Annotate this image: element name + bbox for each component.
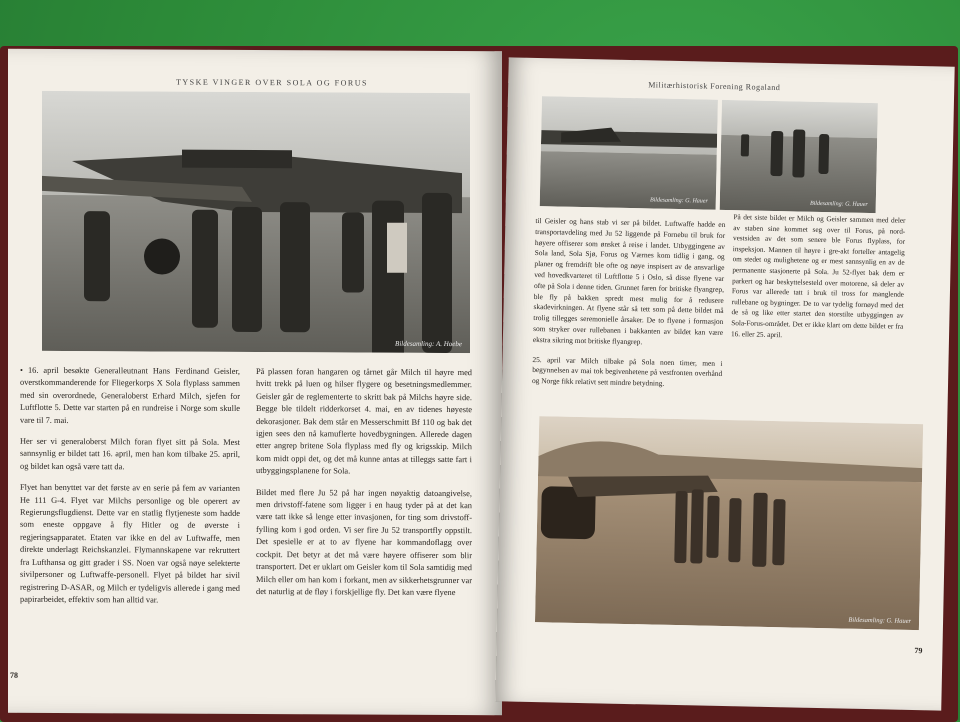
- left-page-number: 78: [10, 670, 18, 680]
- photo-milch-aircraft-figure: [42, 91, 470, 353]
- photo-forus-inspection: [535, 416, 923, 630]
- right-page-header: Militærhistorisk Forening Rogaland: [648, 80, 781, 93]
- right-page-number: 79: [914, 646, 923, 656]
- paragraph: På det siste bildet er Milch og Geisler sammen med deler av staben sine kommet seg over til Forus, på nord-vestsiden av det som senere ble Forus flyplass, for inspeksjon. Mannen til høyre i gre-akt forteller antagelig om stedet og mulighetene og er mest sannsynlig en av de permanente stasjonerte på Sola. Ju 52-flyet bak dem er parkert og har beskyttelsesteld over motorene, så deler av Forus var allerede tatt i bruk til tross for manglende rullebane og bygninger. De to var tydelig fornøyd med det de så og like etter startet den storstilte utbyggingen av Sola-Forus-området. Det er ikke klart om dette bildet er fra 16. eller 25. april.: [730, 213, 906, 339]
- photo-milch-aircraft: [42, 91, 470, 353]
- paragraph: På plassen foran hangaren og tårnet går Milch til høyre med hvitt trekk på luen og hilser flygere og besetningsmedlemmer. Geisler går de reglementerte to skritt bak på Milchs høyre side. Begge ble tildelt ridderkorset 4. mai, en av tidenes høyeste dekorasjoner. Bak dem står en Messerschmitt Bf 110 og bak det igjen sees den nå kamuflerte hovedbygningen. Allerede dagen etter angrep britene Sola flyplass med fly og krigsskip. Milch kom midt oppi det, og det må kunne antas at tilleggs satte fart i utbyggingsplanene for Sola.: [256, 367, 472, 476]
- right-photo-credit-c: Bildesamling: G. Hauer: [848, 616, 912, 625]
- right-column-2: [731, 212, 906, 352]
- left-page-header: TYSKE VINGER OVER SOLA OG FORUS: [176, 77, 368, 88]
- left-page: [8, 49, 502, 716]
- photo-officers-figure: [720, 100, 878, 213]
- photo-officers-field: [720, 100, 878, 213]
- paragraph: til Geisler og hans stab vi ser på bildet. Luftwaffe hadde en transportavdeling med Ju 52 liggende på Fornebu til bruk for høyere offiserer som ønsket å reise i landet. Utbyggingene av Sola land, Sola Sjø, Forus og Værnes kom tidlig i gang, og planer og fremdrift ble ofte og nøye inspisert av de ansvarlige ved hovedkvarteret til Luftflotte 5 i Oslo, så disse flyene var ofte på Sola i denne tiden. Grunnet faren for britiske flyangrep, ble fly på bakken spredt mest mulig for å redusere skadevirkningen. At flyene står så tett som på dette bildet må trolig tillegges seremonielle årsaker. De to flyene i formasjon som stryker over rullebanen i bakkanten av bildet kan være ekstra sikring mot britiske flyangrep.: [532, 215, 726, 347]
- left-photo-credit: Bildesamling: A. Hoebe: [395, 339, 462, 349]
- paragraph: 25. april var Milch tilbake på Sola noen timer, men i begynnelsen av mai tok begivenhetene på vestfronten overhånd og Norge fikk relativt sett mindre betydning.: [531, 354, 723, 388]
- right-photo-credit-b: Bildesamling: G. Hauer: [809, 200, 868, 208]
- left-column-2: [256, 366, 472, 608]
- paragraph: Her ser vi generaloberst Milch foran flyet sitt på Sola. Mest sannsynlig er bildet tatt 16. april, men han kom tilbake 25. april, og bildet kan også være tatt da.: [20, 436, 240, 472]
- open-book: [0, 40, 960, 720]
- paragraph: Bildet med flere Ju 52 på har ingen nøyaktig datoangivelse, men drivstoff-fatene som ligger i en haug tyder på at det kan være tatt ikke så lenge etter invasjonen, for ting som drivstoff-fylling kom i god orden. Vi ser fire Ju 52 transportfly oppstilt. Det spesielle er at to av flyene har kommandoflagg over cockpit. Det betyr at det må være høyere offiserer som blir transportert. Det er uklart om Geisler kom til Sola samtidig med Milch eller om han kom i forkant, men av sikkerhetsgrunner var det naturlig at de fløy i forskjellige fly. Det kan være flyene: [256, 487, 472, 597]
- right-column-1: [532, 216, 726, 400]
- left-column-1: [20, 365, 240, 616]
- right-photo-credit-a: Bildesamling: G. Hauer: [649, 197, 708, 205]
- paragraph: • 16. april besøkte Generalleutnant Hans Ferdinand Geisler, overstkommanderende for Fliegerkorps X Sola flyplass sammen med sin overordnede, Generaloberst Erhard Milch, sjefen for Luftflotte 5. Dette var starten på en rundreise i Norge som skulle vare til 7. mai.: [20, 365, 240, 425]
- photo-ju52-aircraft: [540, 96, 718, 210]
- right-page: [495, 57, 954, 710]
- photo-forus-figure: [535, 416, 923, 630]
- photo-ju52-figure: [540, 96, 718, 210]
- paragraph: Flyet han benyttet var det første av en serie på fem av varianten He 111 G-4. Flyet var Milchs personlige og ble operert av Regierungsflugdienst. Dette var en statlig flytjeneste som hadde som eneste oppgave å fly Hitler og de øverste i regjeringsapparatet. Etaten var ikke en del av Luftwaffe, men direkte underlagt Reichskanzlei. Flymannskapene var rekruttert fra Lufthansa og gitt grader i SS. Noen var også nøye selekterte sivilpersoner og Luftwaffe-personell. Flyet på bildet har sivil registrering D-ASAR, og Milch er tydeligvis allerede i gang med papirarbeidet, effektiv som han alltid var.: [20, 483, 240, 605]
